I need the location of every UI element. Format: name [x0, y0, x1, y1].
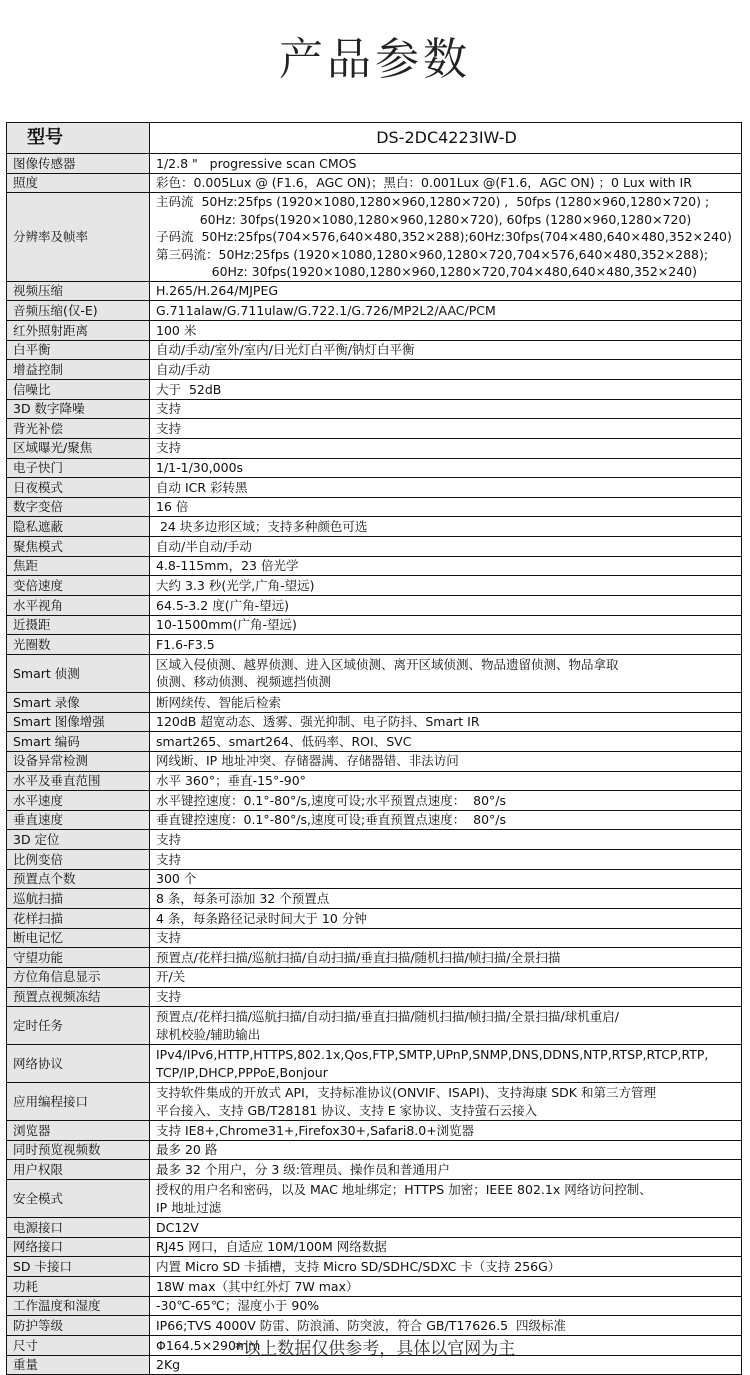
spec-label: 数字变倍 [7, 497, 150, 517]
spec-row [7, 537, 742, 557]
spec-label: 分辨率及帧率 [7, 193, 150, 282]
spec-row [7, 1180, 742, 1218]
spec-label: 照度 [7, 173, 150, 193]
spec-row [7, 301, 742, 321]
spec-row [7, 1296, 742, 1316]
spec-table [6, 122, 742, 1375]
spec-label: 用户权限 [7, 1160, 150, 1180]
spec-row [7, 830, 742, 850]
spec-value: 支持 [150, 419, 742, 439]
spec-label: 重量 [7, 1355, 150, 1375]
spec-value: G.711alaw/G.711ulaw/G.722.1/G.726/MP2L2/AAC/PCM [150, 301, 742, 321]
spec-label: 电子快门 [7, 458, 150, 478]
spec-row [7, 1218, 742, 1238]
spec-value: RJ45 网口，自适应 10M/100M 网络数据 [150, 1237, 742, 1257]
spec-row [7, 497, 742, 517]
spec-row [7, 791, 742, 811]
spec-row [7, 869, 742, 889]
spec-row [7, 1121, 742, 1141]
spec-row [7, 987, 742, 1007]
spec-label: 浏览器 [7, 1121, 150, 1141]
spec-value: 8 条，每条可添加 32 个预置点 [150, 889, 742, 909]
spec-value: 64.5-3.2 度(广角-望远) [150, 596, 742, 616]
spec-label: 增益控制 [7, 360, 150, 380]
spec-value: 主码流 50Hz:25fps (1920×1080,1280×960,1280×720) , 50fps (1280×960,1280×720) ; 60Hz: 30fps(1920×1080,1280×960,1280×720), 60fps (1280×960,1280×720) 子码流 50Hz:25fps(704×576,640×480,352×288);60Hz:30fps(704×480,640×480,352×240) 第三码流：50Hz:25fps (1920×1080,1280×960,1280×720,704×576,640×480,352×288); 60Hz: 30fps(1920×1080,1280×960,1280×720,704×480,640×480,352×240) [150, 193, 742, 282]
spec-value: 支持 [150, 399, 742, 419]
spec-label: 预置点个数 [7, 869, 150, 889]
spec-row [7, 399, 742, 419]
spec-row [7, 1007, 742, 1045]
spec-label: 背光补偿 [7, 419, 150, 439]
spec-row [7, 379, 742, 399]
spec-row [7, 419, 742, 439]
spec-label: 垂直速度 [7, 810, 150, 830]
spec-value: 16 倍 [150, 497, 742, 517]
spec-label: 断电记忆 [7, 928, 150, 948]
spec-value: 18W max（其中红外灯 7W max） [150, 1277, 742, 1297]
spec-value: 支持 [150, 850, 742, 870]
spec-row [7, 732, 742, 752]
spec-row [7, 928, 742, 948]
spec-label: Smart 编码 [7, 732, 150, 752]
spec-value: 垂直键控速度：0.1°-80°/s,速度可设;垂直预置点速度： 80°/s [150, 810, 742, 830]
model-label: 型号 [7, 123, 150, 154]
spec-value: 水平 360°；垂直-15°-90° [150, 771, 742, 791]
spec-label: Smart 侦测 [7, 654, 150, 692]
spec-label: 近摄距 [7, 615, 150, 635]
spec-row [7, 173, 742, 193]
spec-label: 功耗 [7, 1277, 150, 1297]
spec-label: 比例变倍 [7, 850, 150, 870]
spec-label: 白平衡 [7, 340, 150, 360]
spec-label: Smart 图像增强 [7, 712, 150, 732]
spec-label: 水平及垂直范围 [7, 771, 150, 791]
spec-label: 水平速度 [7, 791, 150, 811]
spec-row [7, 1316, 742, 1336]
spec-label: 网络协议 [7, 1045, 150, 1083]
spec-value: 支持 [150, 928, 742, 948]
spec-value: 1/1-1/30,000s [150, 458, 742, 478]
spec-label: 变倍速度 [7, 576, 150, 596]
spec-row [7, 692, 742, 712]
spec-row [7, 517, 742, 537]
spec-row [7, 438, 742, 458]
spec-row [7, 154, 742, 174]
spec-label: 音频压缩(仅-E) [7, 301, 150, 321]
spec-value: 彩色：0.005Lux @ (F1.6，AGC ON)；黑白：0.001Lux @(F1.6，AGC ON) ；0 Lux with IR [150, 173, 742, 193]
spec-value: -30℃-65℃；湿度小于 90% [150, 1296, 742, 1316]
spec-row [7, 889, 742, 909]
spec-row [7, 635, 742, 655]
spec-label: 守望功能 [7, 948, 150, 968]
spec-value: 100 米 [150, 321, 742, 341]
spec-row [7, 654, 742, 692]
spec-value: 内置 Micro SD 卡插槽，支持 Micro SD/SDHC/SDXC 卡（支持 256G） [150, 1257, 742, 1277]
spec-row [7, 1083, 742, 1121]
spec-value: 区域入侵侦测、越界侦测、进入区域侦测、离开区域侦测、物品遗留侦测、物品拿取 侦测、移动侦测、视频遮挡侦测 [150, 654, 742, 692]
spec-row [7, 1277, 742, 1297]
spec-row [7, 1257, 742, 1277]
spec-row [7, 281, 742, 301]
spec-row [7, 478, 742, 498]
spec-row [7, 967, 742, 987]
spec-value: 预置点/花样扫描/巡航扫描/自动扫描/垂直扫描/随机扫描/帧扫描/全景扫描/球机重启/ 球机校验/辅助输出 [150, 1007, 742, 1045]
spec-value: IPv4/IPv6,HTTP,HTTPS,802.1x,Qos,FTP,SMTP,UPnP,SNMP,DNS,DDNS,NTP,RTSP,RTCP,RTP, TCP/IP,DHCP,PPPoE,Bonjour [150, 1045, 742, 1083]
spec-label: 水平视角 [7, 596, 150, 616]
spec-value: 120dB 超宽动态、透雾、强光抑制、电子防抖、Smart IR [150, 712, 742, 732]
spec-row [7, 576, 742, 596]
spec-row [7, 810, 742, 830]
spec-row [7, 556, 742, 576]
spec-label: 巡航扫描 [7, 889, 150, 909]
spec-row [7, 321, 742, 341]
spec-value: 自动 ICR 彩转黑 [150, 478, 742, 498]
spec-value: 支持软件集成的开放式 API，支持标准协议(ONVIF、ISAPI)、支持海康 SDK 和第三方管理 平台接入、支持 GB/T28181 协议、支持 E 家协议、支持萤石云接入 [150, 1083, 742, 1121]
spec-row [7, 458, 742, 478]
spec-value: IP66;TVS 4000V 防雷、防浪涌、防突波，符合 GB/T17626.5 四级标准 [150, 1316, 742, 1336]
spec-label: 方位角信息显示 [7, 967, 150, 987]
spec-label: 图像传感器 [7, 154, 150, 174]
spec-label: 焦距 [7, 556, 150, 576]
spec-label: SD 卡接口 [7, 1257, 150, 1277]
spec-value: 10-1500mm(广角-望远) [150, 615, 742, 635]
spec-row [7, 615, 742, 635]
spec-label: 3D 定位 [7, 830, 150, 850]
spec-label: 区域曝光/聚焦 [7, 438, 150, 458]
spec-value: 4 条，每条路径记录时间大于 10 分钟 [150, 909, 742, 929]
spec-value: 自动/手动 [150, 360, 742, 380]
spec-label: 电源接口 [7, 1218, 150, 1238]
spec-value: smart265、smart264、低码率、ROI、SVC [150, 732, 742, 752]
spec-label: 光圈数 [7, 635, 150, 655]
spec-label: 定时任务 [7, 1007, 150, 1045]
spec-row [7, 340, 742, 360]
footnote: *以上数据仅供参考，具体以官网为主 [234, 1339, 516, 1359]
spec-value: 4.8-115mm，23 倍光学 [150, 556, 742, 576]
spec-value: 断网续传、智能后检索 [150, 692, 742, 712]
spec-row [7, 596, 742, 616]
spec-row [7, 1160, 742, 1180]
spec-row [7, 751, 742, 771]
spec-label: 网络接口 [7, 1237, 150, 1257]
spec-value: 授权的用户名和密码，以及 MAC 地址绑定；HTTPS 加密；IEEE 802.1x 网络访问控制、 IP 地址过滤 [150, 1180, 742, 1218]
spec-label: 3D 数字降噪 [7, 399, 150, 419]
spec-row [7, 193, 742, 282]
spec-label: 尺寸 [7, 1335, 150, 1355]
spec-label: 同时预览视频数 [7, 1140, 150, 1160]
spec-value: 支持 IE8+,Chrome31+,Firefox30+,Safari8.0+浏览器 [150, 1121, 742, 1141]
spec-row [7, 712, 742, 732]
spec-value: H.265/H.264/MJPEG [150, 281, 742, 301]
spec-row [7, 850, 742, 870]
spec-value: 预置点/花样扫描/巡航扫描/自动扫描/垂直扫描/随机扫描/帧扫描/全景扫描 [150, 948, 742, 968]
spec-value: 水平键控速度：0.1°-80°/s,速度可设;水平预置点速度： 80°/s [150, 791, 742, 811]
spec-value: 最多 20 路 [150, 1140, 742, 1160]
spec-value: 网线断、IP 地址冲突、存储器满、存储器错、非法访问 [150, 751, 742, 771]
spec-row [7, 1140, 742, 1160]
spec-header-row [7, 123, 742, 154]
spec-label: 红外照射距离 [7, 321, 150, 341]
spec-row [7, 360, 742, 380]
spec-label: 应用编程接口 [7, 1083, 150, 1121]
spec-label: 预置点视频冻结 [7, 987, 150, 1007]
spec-label: 视频压缩 [7, 281, 150, 301]
spec-row [7, 771, 742, 791]
spec-value: 2Kg [150, 1355, 742, 1375]
spec-label: 安全模式 [7, 1180, 150, 1218]
spec-label: 聚焦模式 [7, 537, 150, 557]
spec-value: Φ164.5×290mm [150, 1335, 742, 1355]
model-value: DS-2DC4223IW-D [150, 123, 742, 154]
spec-label: 防护等级 [7, 1316, 150, 1336]
spec-value: 大于 52dB [150, 379, 742, 399]
spec-value: DC12V [150, 1218, 742, 1238]
spec-value: 300 个 [150, 869, 742, 889]
spec-value: 支持 [150, 830, 742, 850]
spec-value: 自动/手动/室外/室内/日光灯白平衡/钠灯白平衡 [150, 340, 742, 360]
page-title: 产品参数 [279, 34, 471, 85]
spec-row [7, 909, 742, 929]
spec-label: Smart 录像 [7, 692, 150, 712]
spec-value: 24 块多边形区域；支持多种颜色可选 [150, 517, 742, 537]
spec-label: 隐私遮蔽 [7, 517, 150, 537]
spec-value: 支持 [150, 438, 742, 458]
spec-value: F1.6-F3.5 [150, 635, 742, 655]
spec-row [7, 948, 742, 968]
spec-label: 信噪比 [7, 379, 150, 399]
spec-row [7, 1237, 742, 1257]
spec-value: 支持 [150, 987, 742, 1007]
spec-value: 自动/半自动/手动 [150, 537, 742, 557]
spec-value: 1/2.8 " progressive scan CMOS [150, 154, 742, 174]
spec-label: 日夜模式 [7, 478, 150, 498]
spec-value: 大约 3.3 秒(光学,广角-望远) [150, 576, 742, 596]
spec-value: 最多 32 个用户，分 3 级:管理员、操作员和普通用户 [150, 1160, 742, 1180]
spec-value: 开/关 [150, 967, 742, 987]
spec-label: 设备异常检测 [7, 751, 150, 771]
spec-label: 花样扫描 [7, 909, 150, 929]
spec-label: 工作温度和湿度 [7, 1296, 150, 1316]
spec-row [7, 1045, 742, 1083]
